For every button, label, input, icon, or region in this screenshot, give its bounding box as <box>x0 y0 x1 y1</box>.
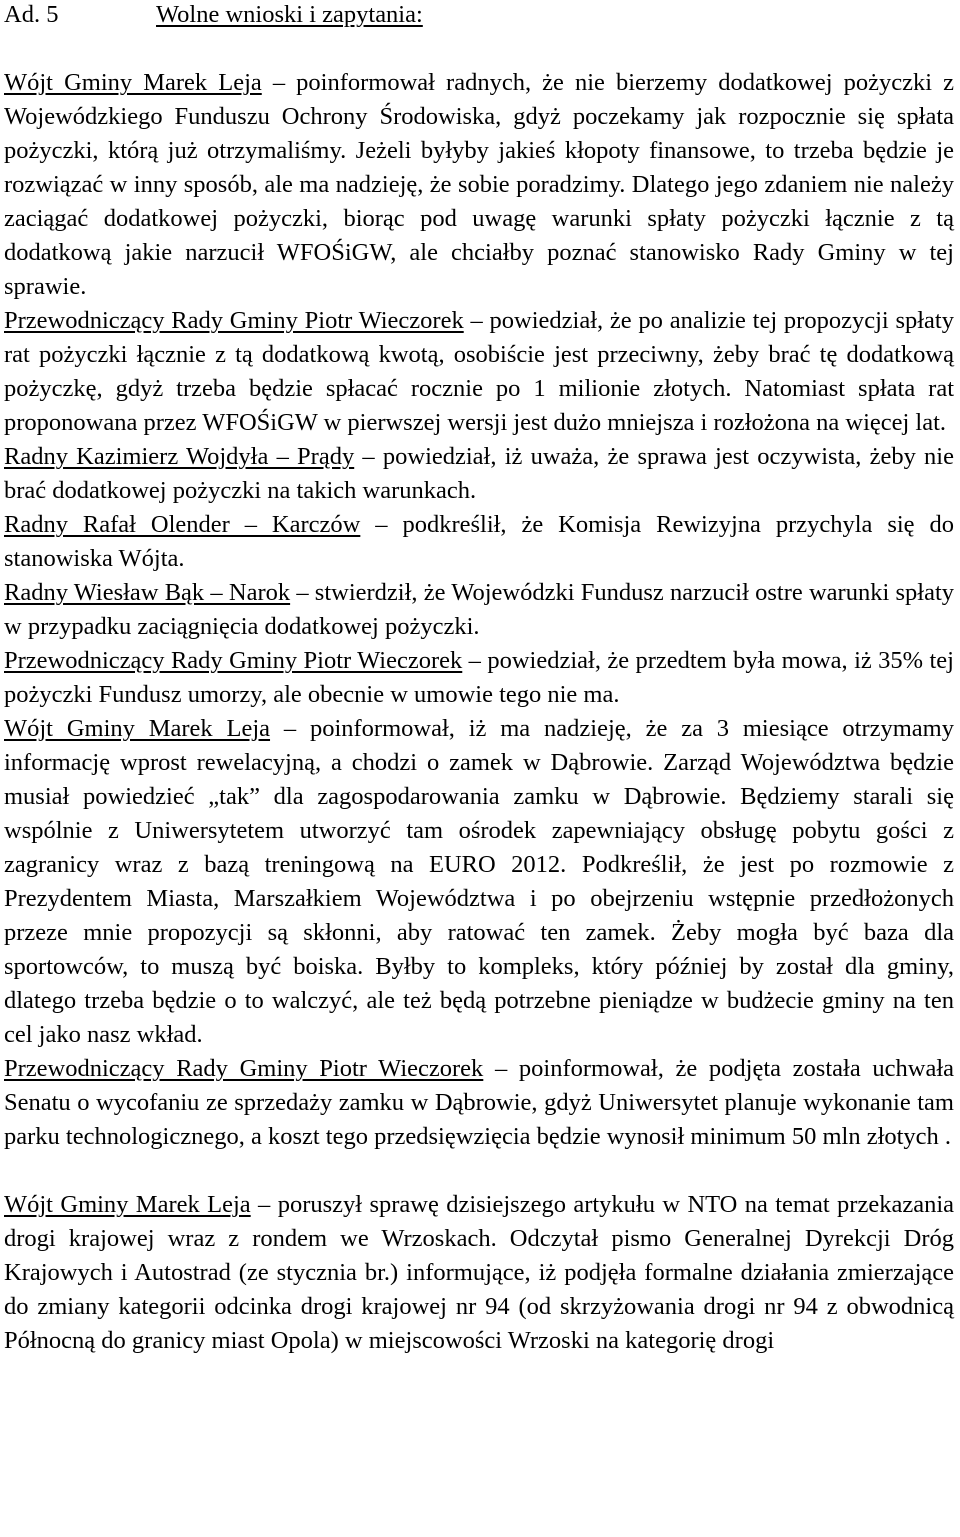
paragraph-wojt-3 <box>4 1188 954 1358</box>
paragraph-przewodniczacy-1 <box>4 304 954 440</box>
speaker-name: Radny Kazimierz Wojdyła – Prądy <box>4 443 355 470</box>
speaker-name: Radny Rafał Olender – Karczów <box>4 511 361 538</box>
paragraph-text: – poinformował, że podjęta została uchwała Senatu o wycofaniu ze sprzedaży zamku w Dąbrowie, gdyż Uniwersytet planuje wykonanie tam parku technologicznego, a koszt tego przedsięwzięcia będzie wynosił minimum 50 mln złotych . <box>4 1055 954 1150</box>
heading-spacer <box>4 32 954 66</box>
paragraph-radny-wojdyla <box>4 440 954 508</box>
paragraph-text: – poinformował, iż ma nadzieję, że za 3 miesiące otrzymamy informację wprost rewelacyjną, a chodzi o zamek w Dąbrowie. Zarząd Województwa będzie musiał powiedzieć „tak” dla zagospodarowania zamku w Dąbrowie. Będziemy starali się wspólnie z Uniwersytetem utworzyć tam ośrodek zapewniający obsługę pobytu gości z zagranicy wraz z bazą treningową na EURO 2012. Podkreślił, że jest po rozmowie z Prezydentem Miasta, Marszałkiem Województwa i po obejrzeniu wstępnie przedłożonych przeze mnie propozycji są skłonni, aby ratować ten zamek. Żeby mogła być baza dla sportowców, to muszą być boiska. Byłby to kompleks, który później by został dla gminy, dlatego trzeba będzie o to walczyć, ale też będą potrzebne pieniądze w budżecie gminy na ten cel jako nasz wkład. <box>4 715 954 1048</box>
paragraph-wojt-1 <box>4 66 954 304</box>
speaker-name: Przewodniczący Rady Gminy Piotr Wieczorek <box>4 307 464 334</box>
speaker-name: Przewodniczący Rady Gminy Piotr Wieczorek <box>4 1055 484 1082</box>
paragraph-spacer <box>4 1154 954 1188</box>
speaker-name: Wójt Gminy Marek Leja <box>4 69 262 96</box>
section-heading <box>4 0 954 32</box>
speaker-name: Wójt Gminy Marek Leja <box>4 715 271 742</box>
paragraph-wojt-2 <box>4 712 954 1052</box>
paragraph-radny-olender <box>4 508 954 576</box>
paragraph-przewodniczacy-2 <box>4 644 954 712</box>
agenda-item-number: Ad. 5 <box>4 1 59 28</box>
paragraph-text: – stwierdził, że Wojewódzki Fundusz narzucił ostre warunki spłaty w przypadku zaciągnięcia dodatkowej pożyczki. <box>4 579 955 640</box>
paragraph-text: – podkreślił, że Komisja Rewizyjna przychyla się do stanowiska Wójta. <box>4 511 954 572</box>
paragraph-radny-bak <box>4 576 954 644</box>
paragraph-przewodniczacy-3 <box>4 1052 954 1154</box>
speaker-name: Wójt Gminy Marek Leja <box>4 1191 251 1218</box>
paragraph-text: – poinformował radnych, że nie bierzemy dodatkowej pożyczki z Wojewódzkiego Funduszu Ochrony Środowiska, gdyż poczekamy jak rozpocznie się spłata pożyczki, którą już otrzymaliśmy. Jeżeli byłyby jakieś kłopoty finansowe, to trzeba będzie je rozwiązać w inny sposób, ale ma nadzieję, że sobie poradzimy. Dlatego jego zdaniem nie należy zaciągać dodatkowej pożyczki, biorąc pod uwagę warunki spłaty pożyczki łącznie z tą dodatkową jakie narzucił WFOŚiGW, ale chciałby poznać stanowisko Rady Gminy w tej sprawie. <box>4 69 954 300</box>
paragraph-text: – poruszył sprawę dzisiejszego artykułu w NTO na temat przekazania drogi krajowej wraz z rondem we Wrzoskach. Odczytał pismo Generalnej Dyrekcji Dróg Krajowych i Autostrad (ze stycznia br.) informujące, iż podjęła formalne działania zmierzające do zmiany kategorii odcinka drogi krajowej nr 94 (od skrzyżowania drogi nr 94 z obwodnicą Północną do granicy miast Opola) w miejscowości Wrzoski na kategorię drogi <box>4 1191 955 1354</box>
paragraph-text: – powiedział, iż uważa, że sprawa jest oczywista, żeby nie brać dodatkowej pożyczki na takich warunkach. <box>4 443 954 504</box>
paragraph-text: – powiedział, że po analizie tej propozycji spłaty rat pożyczki łącznie z tą dodatkową kwotą, osobiście jest przeciwny, żeby brać tę dodatkową pożyczkę, gdyż trzeba będzie spłacać rocznie po 1 milionie złotych. Natomiast spłata rat proponowana przez WFOŚiGW w pierwszej wersji jest dużo mniejsza i rozłożona na więcej lat. <box>4 307 954 436</box>
paragraph-text: – powiedział, że przedtem była mowa, iż 35% tej pożyczki Fundusz umorzy, ale obecnie w umowie tego nie ma. <box>4 647 954 708</box>
speaker-name: Radny Wiesław Bąk – Narok <box>4 579 291 606</box>
section-title: Wolne wnioski i zapytania: <box>156 1 423 28</box>
document-page <box>4 0 954 1358</box>
speaker-name: Przewodniczący Rady Gminy Piotr Wieczorek <box>4 647 463 674</box>
